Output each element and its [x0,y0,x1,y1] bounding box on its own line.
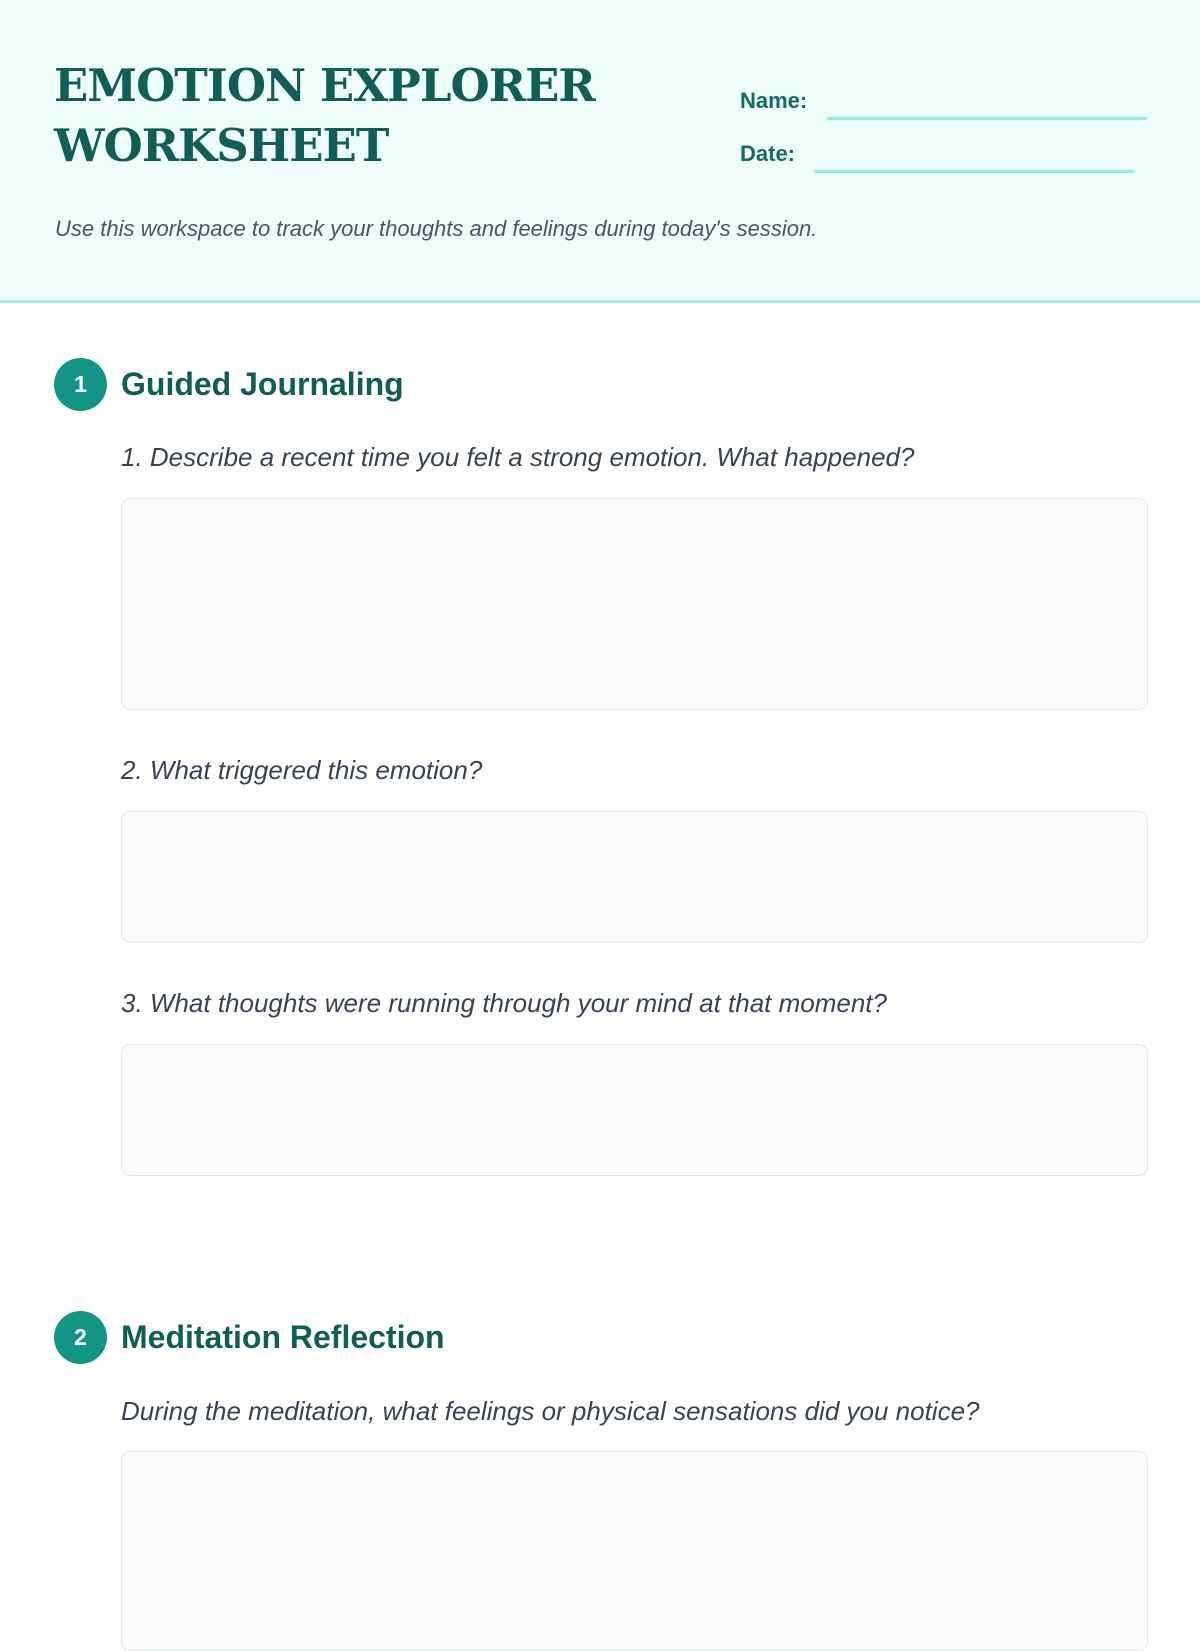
name-field [740,80,1150,120]
date-label: Date: [740,141,796,166]
worksheet-header [0,0,1200,303]
title-line-2: WORKSHEET [54,119,389,172]
section-title-meditation-reflection: Meditation Reflection [121,1319,445,1355]
section-title-guided-journaling: Guided Journaling [121,366,404,402]
date-field [740,133,1150,173]
answer-box-1[interactable] [121,498,1148,710]
name-label: Name: [740,88,808,113]
question-2: 2. What triggered this emotion? [121,755,483,785]
title-line-1: EMOTION EXPLORER [54,59,595,112]
section-number-badge: 2 [54,1311,107,1364]
name-input-line[interactable] [827,117,1147,120]
meditation-question: During the meditation, what feelings or physical sensations did you notice? [121,1396,980,1426]
date-input-line[interactable] [814,170,1134,173]
worksheet-title [54,56,614,176]
section-number-badge: 1 [54,358,107,411]
intro-text: Use this workspace to track your thoughts and feelings during today's session. [55,216,818,241]
answer-box-2[interactable] [121,811,1148,943]
answer-box-3[interactable] [121,1044,1148,1176]
question-3: 3. What thoughts were running through your mind at that moment? [121,988,887,1018]
answer-box-meditation[interactable] [121,1451,1148,1651]
question-1: 1. Describe a recent time you felt a strong emotion. What happened? [121,442,915,472]
